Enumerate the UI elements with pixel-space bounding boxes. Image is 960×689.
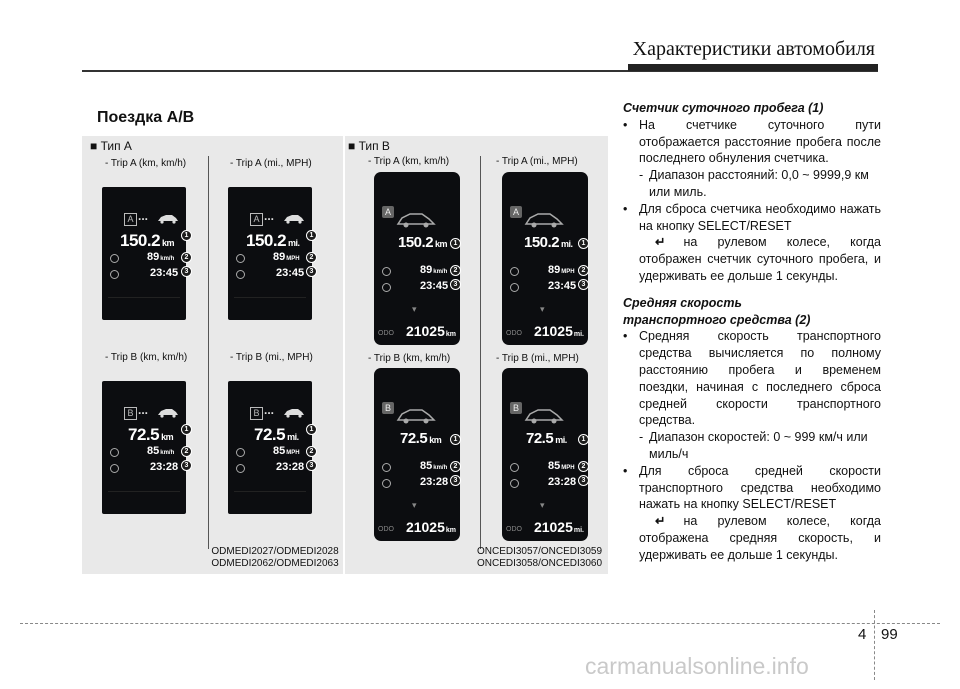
clock-icon <box>236 464 245 473</box>
display-a-tripa-mi <box>228 187 312 320</box>
para-speed-range: - Диапазон скоростей: 0 ~ 999 км/ч или миль/ч <box>639 430 868 461</box>
footer-rule <box>20 623 940 624</box>
trip-letter: A <box>510 206 522 218</box>
drive-time: 23:45 <box>276 267 305 279</box>
drive-time: 23:28 <box>548 476 577 488</box>
marker-2: 2 <box>306 252 317 263</box>
image-codes-type-b: ONCEDI3057/ONCEDI3059 ONCEDI3058/ONCEDI3060 <box>476 546 603 569</box>
label-b-tripa-mi: - Trip A (mi., MPH) <box>496 156 578 167</box>
para-avg-speed: • Средняя скорость транспортного средства вычисляется по полному расстоянию пробега и временем поездки, начиная с последнего сброса средней скорости транспортного средства. <box>623 329 881 428</box>
odo-label: ODO <box>506 526 522 533</box>
ghost-segments <box>234 491 306 508</box>
clock-icon <box>110 464 119 473</box>
marker-3: 3 <box>181 266 192 277</box>
avg-speed: 89km/h <box>420 264 448 276</box>
marker-1: 1 <box>578 238 589 249</box>
speed-gauge-icon <box>382 463 391 472</box>
marker-2: 2 <box>578 461 589 472</box>
marker-2: 2 <box>181 446 192 457</box>
down-arrow-icon: ▾ <box>412 500 417 510</box>
speed-gauge-icon <box>110 448 119 457</box>
label-b-tripa-km: - Trip A (km, km/h) <box>368 156 450 167</box>
down-arrow-icon: ▾ <box>412 304 417 314</box>
odo-value: 21025mi. <box>533 519 584 535</box>
avg-speed: 85km/h <box>147 445 175 457</box>
marker-3: 3 <box>450 475 461 486</box>
trip-letter: A <box>124 213 137 226</box>
label-b-tripb-mi: - Trip B (mi., MPH) <box>496 353 579 364</box>
trip-distance: 72.5 mi. <box>254 425 299 444</box>
marker-1: 1 <box>578 434 589 445</box>
trip-letter: B <box>382 402 394 414</box>
trip-distance: 150.2 mi. <box>524 234 573 251</box>
page-number: 99 <box>881 626 898 643</box>
avg-speed: 89MPH <box>273 251 300 263</box>
clock-icon <box>510 479 519 488</box>
display-a-tripa-km <box>102 187 189 320</box>
marker-2: 2 <box>181 252 192 263</box>
marker-3: 3 <box>578 475 589 486</box>
odo-value: 21025mi. <box>533 323 584 339</box>
para-trip-odometer: • На счетчике суточного пути отображается расстояние пробега после последнего обнуления счетчика. <box>623 117 881 166</box>
label-b-tripb-km: - Trip B (km, km/h) <box>368 353 451 364</box>
down-arrow-icon: ▾ <box>540 304 545 314</box>
marker-1: 1 <box>306 424 317 435</box>
trip-letter: A <box>382 206 394 218</box>
speed-gauge-icon <box>236 448 245 457</box>
ghost-segments <box>108 297 180 314</box>
label-tripa-mi: - Trip A (mi., MPH) <box>230 158 312 169</box>
speed-gauge-icon <box>510 463 519 472</box>
drive-time: 23:28 <box>276 461 305 473</box>
trip-letter: B <box>124 407 137 420</box>
trip-distance: 72.5 km <box>400 430 442 447</box>
drive-time: 23:45 <box>150 267 179 279</box>
display-b-tripa-km <box>374 172 460 345</box>
car-icon <box>396 406 436 424</box>
para-distance-range: - Диапазон расстояний: 0,0 ~ 9999,9 км или миль. <box>639 168 869 199</box>
marker-1: 1 <box>181 230 192 241</box>
marker-2: 2 <box>578 265 589 276</box>
para-reset-speed: • Для сброса средней скорости транспортного средства необходимо нажать на кнопку SELECT/RESET ↵ на рулевом колесе, когда отображена средняя скорость, и удерживать ее дольше 1 секунды. <box>623 463 881 562</box>
display-b-tripb-km <box>374 368 460 541</box>
odo-value: 21025km <box>405 323 456 339</box>
image-codes-type-a: ODMEDI2027/ODMEDI2028 ODMEDI2062/ODMEDI2063 <box>211 546 339 569</box>
display-b-tripa-mi <box>502 172 588 345</box>
trip-distance: 72.5 mi. <box>526 430 567 447</box>
display-a-tripb-km <box>102 381 189 514</box>
odo-label: ODO <box>506 330 522 337</box>
marker-2: 2 <box>450 265 461 276</box>
marker-3: 3 <box>306 460 317 471</box>
clock-icon <box>382 479 391 488</box>
label-tripa-km: - Trip A (km, km/h) <box>105 158 187 169</box>
car-icon <box>283 407 305 418</box>
trip-dots: ... <box>264 209 275 223</box>
trip-letter: A <box>250 213 263 226</box>
display-a-tripb-mi <box>228 381 312 514</box>
marker-3: 3 <box>450 279 461 290</box>
ghost-segments <box>234 297 306 314</box>
avg-speed: 85MPH <box>548 460 575 472</box>
clock-icon <box>510 283 519 292</box>
marker-1: 1 <box>450 434 461 445</box>
trip-letter: B <box>510 402 522 414</box>
type-a-title: ■ Тип A <box>90 139 132 153</box>
para-reset-trip: • Для сброса счетчика необходимо нажать на кнопку SELECT/RESET ↵ на рулевом колесе, когда отображен счетчик суточного пробега, и удерживать ее дольше 1 секунды. <box>623 201 881 283</box>
down-arrow-icon: ▾ <box>540 500 545 510</box>
clock-icon <box>382 283 391 292</box>
marker-3: 3 <box>181 460 192 471</box>
display-b-tripb-mi <box>502 368 588 541</box>
speed-gauge-icon <box>110 254 119 263</box>
trip-distance: 150.2 km <box>120 231 175 250</box>
odo-label: ODO <box>378 526 394 533</box>
chapter-number: 4 <box>858 626 867 643</box>
speed-gauge-icon <box>382 267 391 276</box>
marker-2: 2 <box>450 461 461 472</box>
car-icon <box>157 213 179 224</box>
marker-2: 2 <box>306 446 317 457</box>
trip-distance: 150.2 mi. <box>246 231 300 250</box>
drive-time: 23:28 <box>150 461 179 473</box>
illustration-panel <box>82 136 608 574</box>
type-b-title: ■ Тип B <box>348 139 390 153</box>
enter-icon: ↵ <box>655 235 666 250</box>
marker-1: 1 <box>306 230 317 241</box>
ghost-segments <box>108 491 180 508</box>
odo-label: ODO <box>378 330 394 337</box>
marker-1: 1 <box>450 238 461 249</box>
description-text <box>623 100 881 564</box>
footer-divider <box>874 610 875 680</box>
clock-icon <box>110 270 119 279</box>
clock-icon <box>236 270 245 279</box>
trip-dots: ... <box>264 403 275 417</box>
trip-letter: B <box>250 407 263 420</box>
odo-value: 21025km <box>405 519 456 535</box>
drive-time: 23:45 <box>548 280 577 292</box>
avg-speed: 85km/h <box>420 460 448 472</box>
heading-trip-odometer: Счетчик суточного пробега (1) <box>623 101 824 115</box>
drive-time: 23:45 <box>420 280 449 292</box>
heading-avg-speed: Средняя скорость транспортного средства (2) <box>623 295 811 327</box>
type-a-divider <box>208 156 209 549</box>
speed-gauge-icon <box>236 254 245 263</box>
marker-3: 3 <box>578 279 589 290</box>
avg-speed: 89MPH <box>548 264 575 276</box>
car-icon <box>283 213 305 224</box>
avg-speed: 89km/h <box>147 251 175 263</box>
watermark: carmanualsonline.info <box>585 653 809 679</box>
trip-distance: 150.2 km <box>398 234 448 251</box>
car-icon <box>524 210 564 228</box>
car-icon <box>157 407 179 418</box>
drive-time: 23:28 <box>420 476 449 488</box>
marker-1: 1 <box>181 424 192 435</box>
header-bar <box>628 64 878 71</box>
type-b-divider <box>480 156 481 549</box>
label-tripb-mi: - Trip B (mi., MPH) <box>230 352 313 363</box>
trip-distance: 72.5 km <box>128 425 174 444</box>
chapter-header-title: Характеристики автомобиля <box>632 38 875 60</box>
car-icon <box>396 210 436 228</box>
enter-icon: ↵ <box>655 514 666 529</box>
avg-speed: 85MPH <box>273 445 300 457</box>
label-tripb-km: - Trip B (km, km/h) <box>105 352 188 363</box>
car-icon <box>524 406 564 424</box>
speed-gauge-icon <box>510 267 519 276</box>
type-separator <box>343 136 345 574</box>
section-title: Поездка A/B <box>97 109 195 126</box>
trip-dots: ... <box>138 403 149 417</box>
trip-dots: ... <box>138 209 149 223</box>
marker-3: 3 <box>306 266 317 277</box>
